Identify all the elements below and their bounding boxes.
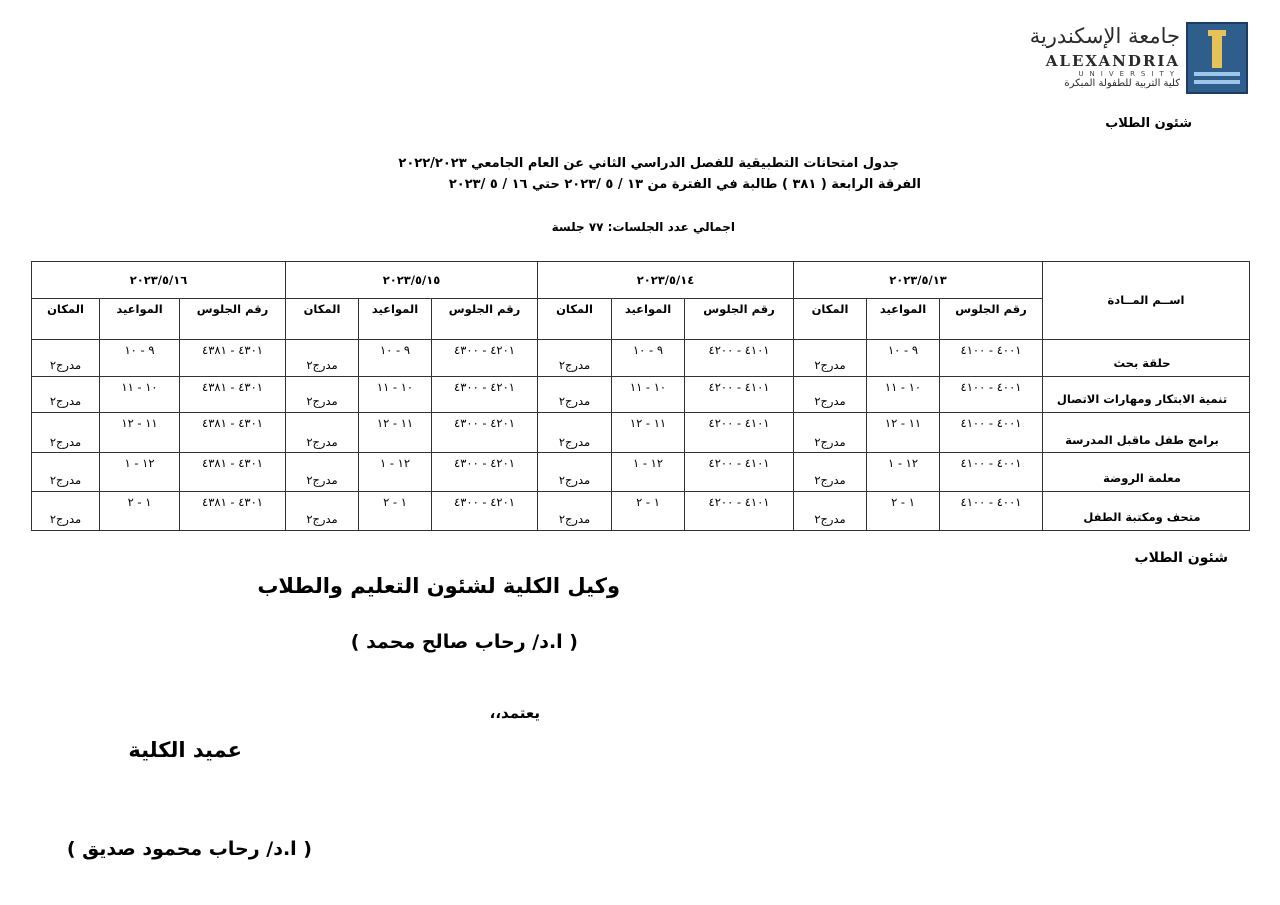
subject-cell: برامج طفل ماقبل المدرسة: [1043, 413, 1250, 453]
place-cell: مدرج٢: [32, 376, 100, 412]
place-header: المكان: [794, 299, 867, 339]
place-cell: مدرج٢: [286, 339, 359, 376]
time-cell: ١٠ - ١١: [100, 376, 180, 412]
time-cell: ١٠ - ١١: [867, 376, 940, 412]
university-logo: [1030, 22, 1248, 94]
time-cell: ١ - ٢: [359, 491, 432, 530]
logo-faculty-text: كلية التربية للطفولة المبكرة: [1064, 78, 1180, 89]
subject-cell: معلمة الروضة: [1043, 453, 1250, 491]
approved-label: يعتمد،،: [489, 704, 540, 722]
exam-schedule-table: [31, 261, 1250, 531]
time-header: المواعيد: [100, 299, 180, 339]
vice-dean-title: وكيل الكلية لشئون التعليم والطلاب: [257, 574, 620, 598]
seats-cell: ٤٢٠١ - ٤٣٠٠: [432, 376, 538, 412]
logo-university-text: UNIVERSITY: [1078, 70, 1180, 78]
logo-english-text: ALEXANDRIA: [1045, 52, 1180, 70]
place-cell: مدرج٢: [286, 491, 359, 530]
place-header: المكان: [32, 299, 100, 339]
seats-cell: ٤٢٠١ - ٤٣٠٠: [432, 453, 538, 491]
university-crest-icon: [1186, 22, 1248, 94]
place-cell: مدرج٢: [32, 491, 100, 530]
time-cell: ١ - ٢: [612, 491, 685, 530]
dean-name: ( ا.د/ رحاب محمود صديق ): [66, 838, 312, 860]
time-cell: ٩ - ١٠: [359, 339, 432, 376]
time-cell: ١٠ - ١١: [612, 376, 685, 412]
date-header: ٢٠٢٣/٥/١٦: [32, 262, 286, 299]
footer-department: شئون الطلاب: [1134, 550, 1228, 566]
table-row: [32, 376, 1250, 412]
table-row: [32, 339, 1250, 376]
seats-cell: ٤٠٠١ - ٤١٠٠: [940, 413, 1043, 453]
seats-cell: ٤٢٠١ - ٤٣٠٠: [432, 491, 538, 530]
table-row: [32, 453, 1250, 491]
seats-header: رقم الجلوس: [180, 299, 286, 339]
time-cell: ٩ - ١٠: [867, 339, 940, 376]
time-cell: ٩ - ١٠: [612, 339, 685, 376]
dean-title: عميد الكلية: [128, 738, 242, 762]
time-cell: ١٢ - ١: [359, 453, 432, 491]
time-cell: ١ - ٢: [867, 491, 940, 530]
seats-cell: ٤١٠١ - ٤٢٠٠: [685, 413, 794, 453]
time-header: المواعيد: [612, 299, 685, 339]
seats-cell: ٤٣٠١ - ٤٣٨١: [180, 413, 286, 453]
place-cell: مدرج٢: [538, 413, 612, 453]
place-header: المكان: [538, 299, 612, 339]
time-cell: ١٢ - ١: [867, 453, 940, 491]
seats-cell: ٤٠٠١ - ٤١٠٠: [940, 339, 1043, 376]
date-header: ٢٠٢٣/٥/١٣: [794, 262, 1043, 299]
place-cell: مدرج٢: [286, 413, 359, 453]
place-cell: مدرج٢: [538, 491, 612, 530]
place-header: المكان: [286, 299, 359, 339]
seats-cell: ٤٢٠١ - ٤٣٠٠: [432, 339, 538, 376]
place-cell: مدرج٢: [794, 376, 867, 412]
time-cell: ٩ - ١٠: [100, 339, 180, 376]
seats-cell: ٤١٠١ - ٤٢٠٠: [685, 376, 794, 412]
time-cell: ١٢ - ١: [100, 453, 180, 491]
time-cell: ١١ - ١٢: [100, 413, 180, 453]
subject-cell: متحف ومكتبة الطفل: [1043, 491, 1250, 530]
seats-cell: ٤٣٠١ - ٤٣٨١: [180, 376, 286, 412]
seats-cell: ٤١٠١ - ٤٢٠٠: [685, 453, 794, 491]
seats-header: رقم الجلوس: [685, 299, 794, 339]
place-cell: مدرج٢: [286, 453, 359, 491]
vice-dean-name: ( ا.د/ رحاب صالح محمد ): [350, 631, 578, 653]
time-header: المواعيد: [359, 299, 432, 339]
time-header: المواعيد: [867, 299, 940, 339]
subject-header: اســم المــادة: [1043, 262, 1250, 340]
seats-cell: ٤١٠١ - ٤٢٠٠: [685, 491, 794, 530]
time-cell: ١١ - ١٢: [612, 413, 685, 453]
seats-header: رقم الجلوس: [940, 299, 1043, 339]
place-cell: مدرج٢: [794, 339, 867, 376]
place-cell: مدرج٢: [32, 339, 100, 376]
table-row: [32, 413, 1250, 453]
time-cell: ١ - ٢: [100, 491, 180, 530]
place-cell: مدرج٢: [286, 376, 359, 412]
logo-arabic-text: جامعة الإسكندرية: [1029, 24, 1180, 48]
seats-cell: ٤٠٠١ - ٤١٠٠: [940, 376, 1043, 412]
department-label: شئون الطلاب: [1105, 116, 1192, 131]
subject-cell: تنمية الابتكار ومهارات الاتصال: [1043, 376, 1250, 412]
date-header: ٢٠٢٣/٥/١٥: [286, 262, 538, 299]
date-header: ٢٠٢٣/٥/١٤: [538, 262, 794, 299]
place-cell: مدرج٢: [538, 339, 612, 376]
seats-cell: ٤٣٠١ - ٤٣٨١: [180, 339, 286, 376]
subject-cell: حلقة بحث: [1043, 339, 1250, 376]
seats-cell: ٤٠٠١ - ٤١٠٠: [940, 491, 1043, 530]
place-cell: مدرج٢: [538, 453, 612, 491]
seats-cell: ٤٣٠١ - ٤٣٨١: [180, 491, 286, 530]
place-cell: مدرج٢: [794, 491, 867, 530]
place-cell: مدرج٢: [794, 453, 867, 491]
time-cell: ١٢ - ١: [612, 453, 685, 491]
seats-cell: ٤٠٠١ - ٤١٠٠: [940, 453, 1043, 491]
sessions-total: اجمالي عدد الجلسات: ٧٧ جلسة: [551, 220, 735, 234]
schedule-subtitle: الفرقة الرابعة ( ٣٨١ ) طالبة في الفترة من ١٣ / ٥ /٢٠٢٣ حتي ١٦ / ٥ /٢٠٢٣: [448, 177, 921, 192]
seats-cell: ٤١٠١ - ٤٢٠٠: [685, 339, 794, 376]
time-cell: ١١ - ١٢: [359, 413, 432, 453]
schedule-title: جدول امتحانات التطبيقية للفصل الدراسي الثاني عن العام الجامعي ٢٠٢٢/٢٠٢٣: [398, 156, 899, 171]
place-cell: مدرج٢: [538, 376, 612, 412]
date-header-row: [32, 262, 1250, 299]
place-cell: مدرج٢: [32, 453, 100, 491]
time-cell: ١١ - ١٢: [867, 413, 940, 453]
seats-header: رقم الجلوس: [432, 299, 538, 339]
place-cell: مدرج٢: [794, 413, 867, 453]
table-row: [32, 491, 1250, 530]
seats-cell: ٤٢٠١ - ٤٣٠٠: [432, 413, 538, 453]
seats-cell: ٤٣٠١ - ٤٣٨١: [180, 453, 286, 491]
time-cell: ١٠ - ١١: [359, 376, 432, 412]
place-cell: مدرج٢: [32, 413, 100, 453]
